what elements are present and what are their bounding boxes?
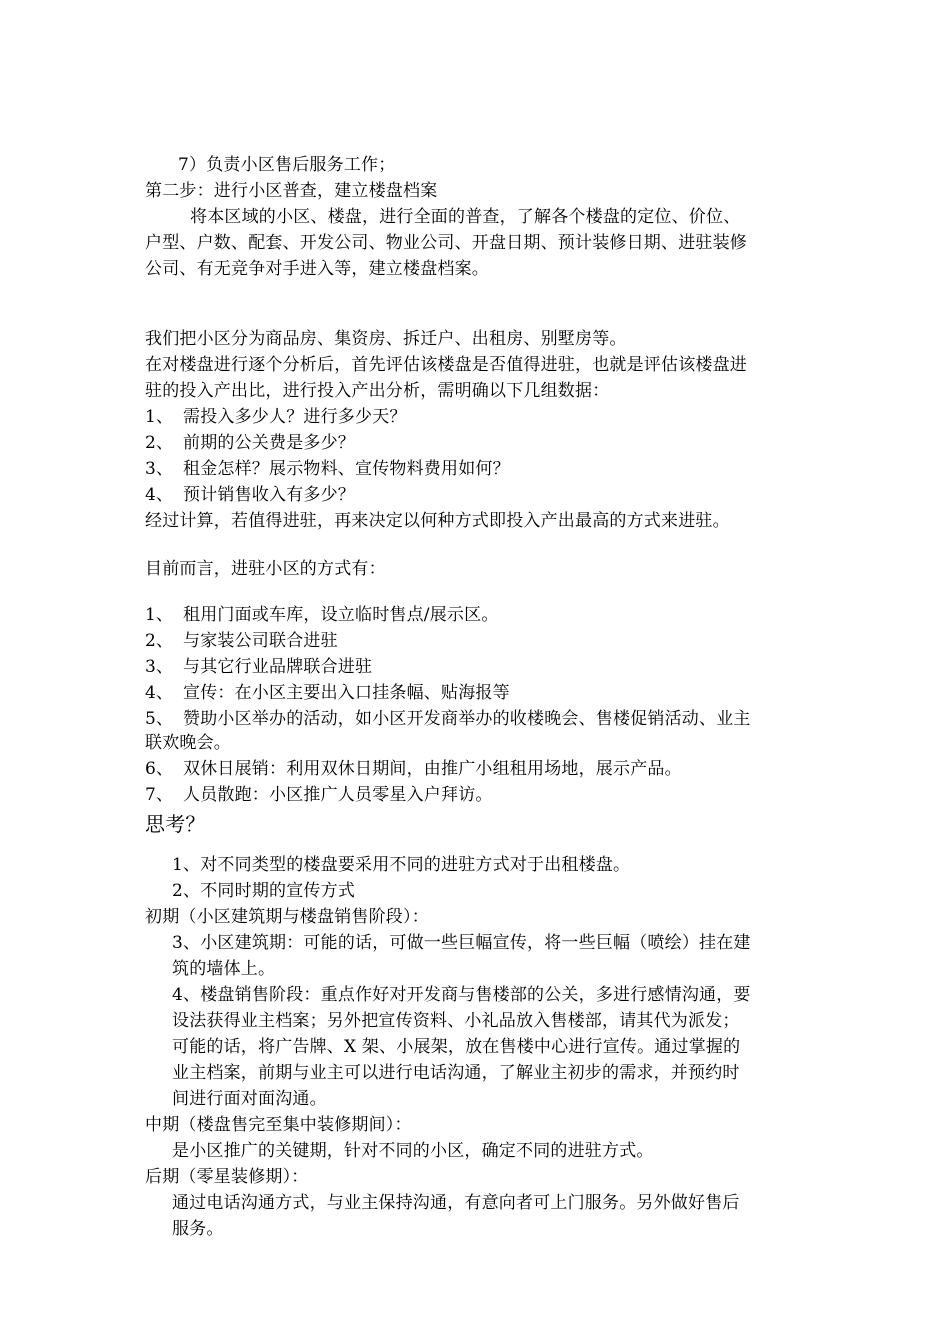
method-text: 与其它行业品牌联合进驻 — [183, 657, 373, 677]
method-number: 6、 — [145, 759, 174, 779]
question-number: 2、 — [145, 433, 174, 453]
question-number: 4、 — [145, 485, 174, 505]
thinking-heading: 思考？ — [145, 812, 206, 836]
question-number: 1、 — [145, 407, 174, 427]
mid-phase-title: 中期（楼盘售完至集中装修期间）： — [145, 1115, 412, 1135]
method-text: 双休日展销：利用双休日期间，由推广小组租用场地，展示产品。 — [183, 759, 682, 779]
early-point-3-line-2: 筑的墙体上。 — [172, 959, 276, 979]
item-7-line: 7）负责小区售后服务工作； — [178, 155, 396, 175]
late-phase-title: 后期（零星装修期）： — [145, 1167, 309, 1187]
early-point-4-line-2: 设法获得业主档案；另外把宣传资料、小礼品放入售楼部，请其代为派发； — [172, 1011, 740, 1031]
methods-intro: 目前而言，进驻小区的方式有： — [145, 559, 386, 579]
method-text: 赞助小区举办的活动，如小区开发商举办的收楼晚会、售楼促销活动、业主 — [183, 709, 751, 729]
question-text: 需投入多少人？进行多少天？ — [183, 407, 407, 427]
question-text: 租金怎样？展示物料、宣传物料费用如何？ — [183, 459, 510, 479]
early-phase-title: 初期（小区建筑期与楼盘销售阶段）： — [145, 907, 429, 927]
step-2-title: 第二步：进行小区普查，建立楼盘档案 — [145, 181, 438, 201]
survey-paragraph-line-3: 公司、有无竞争对手进入等，建立楼盘档案。 — [145, 259, 489, 279]
community-types-line: 我们把小区分为商品房、集资房、拆迁户、出租房、别墅房等。 — [145, 329, 627, 349]
method-text: 人员散跑：小区推广人员零星入户拜访。 — [183, 785, 493, 805]
mid-phase-text: 是小区推广的关键期，针对不同的小区，确定不同的进驻方式。 — [172, 1141, 654, 1161]
early-point-4-line-3: 可能的话，将广告牌、X 架、小展架，放在售楼中心进行宣传。通过掌握的 — [172, 1037, 741, 1057]
thinking-point-2: 2、不同时期的宣传方式 — [172, 881, 356, 901]
method-text-continued: 联欢晚会。 — [145, 733, 231, 753]
survey-paragraph-line-1: 将本区域的小区、楼盘，进行全面的普查，了解各个楼盘的定位、价位、 — [190, 207, 741, 227]
early-point-4-line-1: 4、楼盘销售阶段：重点作好对开发商与售楼部的公关，多进行感情沟通，要 — [172, 985, 751, 1005]
question-text: 预计销售收入有多少？ — [183, 485, 355, 505]
late-phase-line-1: 通过电话沟通方式，与业主保持沟通，有意向者可上门服务。另外做好售后 — [172, 1193, 740, 1213]
method-number: 2、 — [145, 631, 174, 651]
early-point-4-line-4: 业主档案，前期与业主可以进行电话沟通，了解业主初步的需求，并预约时 — [172, 1063, 740, 1083]
method-text: 与家装公司联合进驻 — [183, 631, 338, 651]
method-text: 租用门面或车库，设立临时售点/展示区。 — [183, 605, 499, 625]
method-number: 5、 — [145, 709, 174, 729]
analysis-intro-line-2: 驻的投入产出比，进行投入产出分析，需明确以下几组数据： — [145, 381, 610, 401]
analysis-conclusion: 经过计算，若值得进驻，再来决定以何种方式即投入产出最高的方式来进驻。 — [145, 511, 730, 531]
thinking-point-1: 1、对不同类型的楼盘要采用不同的进驻方式对于出租楼盘。 — [172, 855, 631, 875]
method-text: 宣传：在小区主要出入口挂条幅、贴海报等 — [183, 683, 510, 703]
question-text: 前期的公关费是多少？ — [183, 433, 355, 453]
survey-paragraph-line-2: 户型、户数、配套、开发公司、物业公司、开盘日期、预计装修日期、进驻装修 — [145, 233, 747, 253]
method-number: 7、 — [145, 785, 174, 805]
method-number: 1、 — [145, 605, 174, 625]
method-number: 3、 — [145, 657, 174, 677]
late-phase-line-2: 服务。 — [172, 1219, 224, 1239]
early-point-4-line-5: 间进行面对面沟通。 — [172, 1089, 327, 1109]
early-point-3-line-1: 3、小区建筑期：可能的话，可做一些巨幅宣传，将一些巨幅（喷绘）挂在建 — [172, 933, 751, 953]
method-number: 4、 — [145, 683, 174, 703]
analysis-intro-line-1: 在对楼盘进行逐个分析后，首先评估该楼盘是否值得进驻，也就是评估该楼盘进 — [145, 355, 747, 375]
question-number: 3、 — [145, 459, 174, 479]
